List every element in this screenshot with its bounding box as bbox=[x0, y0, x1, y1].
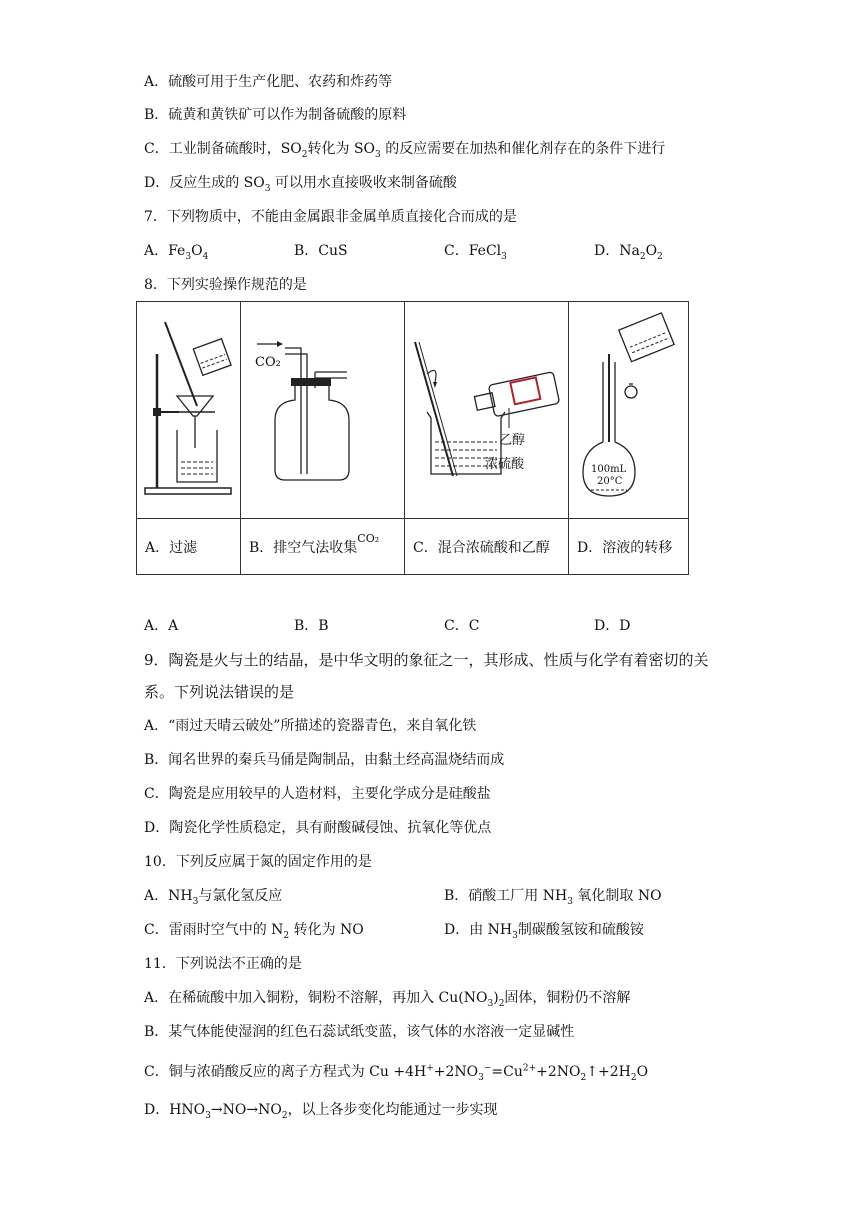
q9-option-d: D．陶瓷化学性质稳定，具有耐酸碱侵蚀、抗氧化等优点 bbox=[144, 820, 492, 836]
caption-c: C．混合浓硫酸和乙醇 bbox=[405, 519, 569, 575]
q11-option-a: A．在稀硫酸中加入铜粉，铜粉不溶解，再加入 $Cu(NO_3)_2$固体，铜粉仍不溶解 bbox=[144, 990, 631, 1009]
q9-option-b: B．闻名世界的秦兵马俑是陶制品，由黏土经高温烧结而成 bbox=[144, 752, 505, 768]
q6-option-b: B．硫黄和黄铁矿可以作为制备硫酸的原料 bbox=[144, 107, 407, 123]
co2-label: CO₂ bbox=[255, 355, 281, 370]
gas-collection-bottle-icon bbox=[241, 302, 405, 518]
caption-b: B．排空气法收集$^{CO_2}$ bbox=[241, 519, 405, 575]
figure-mixing bbox=[405, 302, 569, 519]
mixing-apparatus-icon bbox=[405, 302, 569, 518]
q7-option-c: C．FeCl$_3$ bbox=[444, 243, 507, 262]
q10-stem: 10．下列反应属于氮的固定作用的是 bbox=[144, 854, 372, 870]
q9-stem-line2: 系。下列说法错误的是 bbox=[144, 683, 295, 701]
q11-option-b: B．某气体能使湿润的红色石蕊试纸变蓝，该气体的水溶液一定显碱性 bbox=[144, 1024, 575, 1040]
figure-transfer bbox=[569, 302, 689, 519]
q9-option-a: A．“雨过天晴云破处”所描述的瓷器青色，来自氧化铁 bbox=[144, 718, 477, 734]
q7-option-a: A．$Fe_3O_4$ bbox=[144, 243, 209, 262]
q6-option-c: C．工业制备硫酸时，$SO_2$转化为 $SO_3$ 的反应需要在加热和催化剂存在的条件下进行 bbox=[144, 141, 666, 160]
volumetric-flask-icon bbox=[569, 302, 689, 518]
q8-stem: 8．下列实验操作规范的是 bbox=[144, 277, 307, 293]
q8-option-b: B．B bbox=[294, 618, 329, 634]
q7-option-d: D．$Na_2O_2$ bbox=[594, 243, 663, 262]
q9-option-c: C．陶瓷是应用较早的人造材料，主要化学成分是硅酸盐 bbox=[144, 786, 491, 802]
conc-sulfuric-label: 浓硫酸 bbox=[485, 457, 525, 472]
q10-option-c: C．雷雨时空气中的 $N_2$ 转化为 NO bbox=[144, 922, 364, 941]
q10-option-d: D．由 $NH_3$制碳酸氢铵和硫酸铵 bbox=[444, 922, 644, 941]
q7-option-b: B．CuS bbox=[294, 243, 348, 259]
flask-temp-label: 20°C bbox=[597, 476, 623, 487]
q6-option-d: D．反应生成的 $SO_3$ 可以用水直接吸收来制备硫酸 bbox=[144, 175, 457, 194]
caption-a: A．过滤 bbox=[137, 519, 241, 575]
figure-filtration bbox=[137, 302, 241, 519]
q7-stem: 7．下列物质中，不能由金属跟非金属单质直接化合而成的是 bbox=[144, 209, 517, 225]
q8-option-d: D．D bbox=[594, 618, 631, 634]
experiment-table bbox=[136, 301, 689, 575]
q11-option-c: C．铜与浓硝酸反应的离子方程式为 $Cu +4H^++2NO_3^-=Cu^{2+}+2NO_2↑+2H_2O$ bbox=[144, 1063, 649, 1083]
q10-option-b: B．硝酸工厂用 $NH_3$ 氧化制取 NO bbox=[444, 888, 662, 907]
ethanol-label: 乙醇 bbox=[499, 433, 526, 448]
flask-volume-label: 100mL bbox=[591, 464, 627, 475]
q11-option-d: D．$HNO_3\to NO\to NO_2$，以上各步变化均能通过一步实现 bbox=[144, 1102, 498, 1121]
figure-gas-collection bbox=[241, 302, 405, 519]
q8-option-c: C．C bbox=[444, 618, 480, 634]
q10-option-a: A．$NH_3$与氯化氢反应 bbox=[144, 888, 283, 907]
q11-stem: 11．下列说法不正确的是 bbox=[144, 956, 302, 972]
caption-d: D．溶液的转移 bbox=[569, 519, 689, 575]
filtration-apparatus-icon bbox=[137, 302, 241, 518]
q8-option-a: A．A bbox=[144, 618, 179, 634]
q9-stem-line1: 9．陶瓷是火与土的结晶，是中华文明的象征之一，其形成、性质与化学有着密切的关 bbox=[144, 651, 709, 669]
q6-option-a: A．硫酸可用于生产化肥、农药和炸药等 bbox=[144, 74, 393, 90]
